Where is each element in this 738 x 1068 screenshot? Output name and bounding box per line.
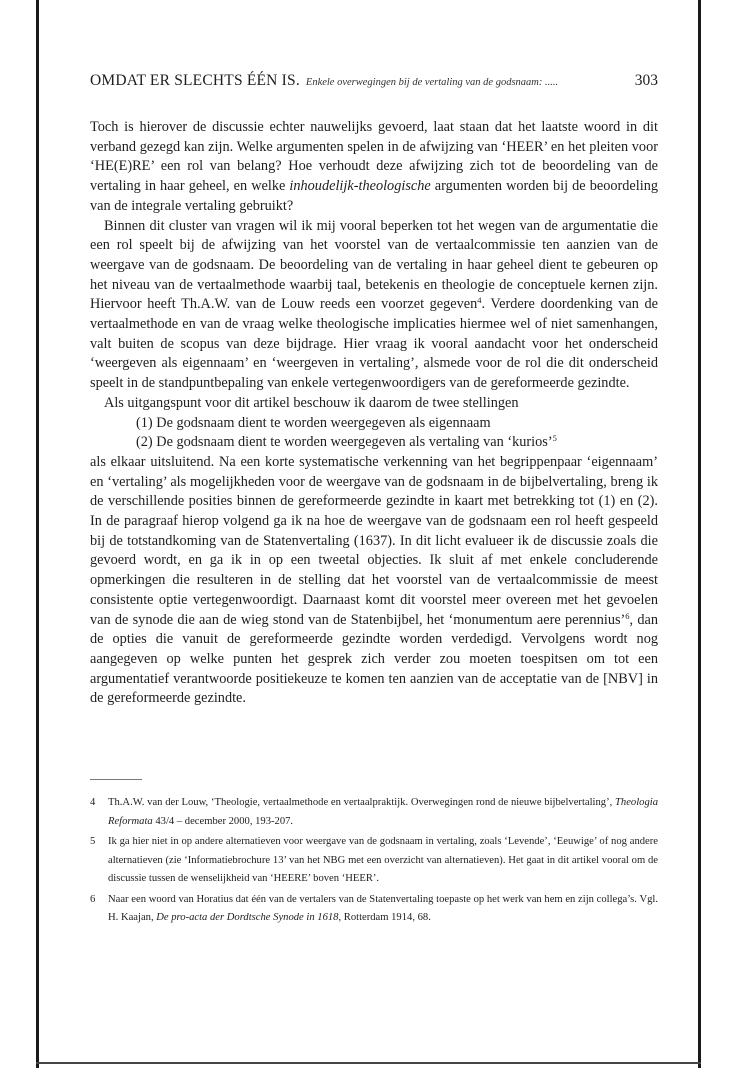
footnote-ref-5[interactable]: 5: [552, 433, 557, 444]
paragraph-1-italic: inhoudelijk-theologische: [289, 178, 431, 195]
footnote-number: 5: [90, 836, 96, 848]
paragraph-1-text-b: argumenten worden bij de beoordeling van de integrale vertaling gebruikt?: [90, 178, 658, 214]
page: [90, 72, 658, 930]
paragraph-1-text-a: Toch is hierover de discussie echter nauwelijks gevoerd, laat staan dat het laatste woord in dit verband gezegd kan zijn. Welke argumenten spelen in de afwijzing van ‘HEER’ en het pleiten voor ‘HE(E)RE’ een rol van belang? Hoe verhoudt deze afwijzing zich tot de beoordeling van de vertaling in haar geheel, en welke: [90, 119, 658, 195]
body-text: [90, 118, 658, 709]
thesis-2: [90, 433, 658, 453]
running-head-subtitle: Enkele overwegingen bij de vertaling van de godsnaam: .....: [305, 77, 559, 88]
footnote-6-text-b: , Rotterdam 1914, 68.: [338, 912, 431, 924]
paragraph-3: Als uitgangspunt voor dit artikel beschouw ik daarom de twee stellingen: [104, 394, 519, 411]
page-edge-bottom: [36, 1062, 701, 1064]
footnote-4-italic: Theologia Reformata: [108, 797, 658, 827]
footnote-number: 6: [90, 893, 96, 905]
footnote-4: [90, 794, 658, 831]
paragraph-4-text-a: als elkaar uitsluitend. Na een korte systematische verkenning van het begrippenpaar ‘eigennaam’ en ‘vertaling’ als mogelijkheden voor de weergave van de godsnaam in de bijbelvertaling, breng ik de verschillende posities binnen de gereformeerde gezindte in kaart met betrekking tot (1) en (2). In de paragraaf hierop volgend ga ik na hoe de weergave van de godsnaam een rol heeft gespeeld bij de totstandkoming van de Statenvertaling (1637). In dit licht evalueer ik de discussie zoals die gevoerd wordt, en ga ik in op een tweetal objecties. Ik sluit af met enkele concluderende opmerkingen die resulteren in de stelling dat het voorstel van de vertaalcommissie de meest consistente optie vertegenwoordigt. Daarnaast komt dit voorstel meer overeen met het gevoelen van de synode die aan de wieg stond van de Statenbijbel, het ‘monumentum aere perennius’: [90, 453, 658, 628]
footnote-text: [108, 833, 658, 889]
paragraph-1: [90, 118, 658, 217]
footnote-4-text-b: 43/4 – december 2000, 193-207.: [152, 815, 294, 827]
page-edge-right: [698, 0, 701, 1068]
paragraph-2-text-a: Binnen dit cluster van vragen wil ik mij vooral beperken tot het wegen van de argumentatie die een rol speelt bij de afwijzing van het voorstel van de vertaalcommissie ten aanzien van de weergave van de godsnaam. De beoordeling van de vertaling in haar geheel dient te gebeuren op het niveau van de vertaalmethode waarbij taal, betekenis en theologie de conceptuele kernen zijn. Hiervoor heeft Th.A.W. van de Louw reeds een voorzet gegeven: [90, 217, 658, 313]
paragraph-4-text-b: , dan de opties die vanuit de gereformeerde gezindte worden verdedigd. Vervolgens wordt nog aangegeven op welke punten het gesprek zich verder zou moeten toespitsen om tot een argumentatief verantwoorde positiekeuze te komen ten aanzien van de acceptatie van de [NBV] in de gereformeerde gezindte.: [90, 611, 658, 707]
paragraph-2: [90, 217, 658, 394]
footnote-ref-4[interactable]: 4: [477, 295, 482, 306]
running-head-title: OMDAT ER SLECHTS ÉÉN IS.: [90, 72, 300, 89]
footnote-text: [108, 891, 658, 928]
paragraph-4: [90, 453, 658, 709]
footnote-5-text: Ik ga hier niet in op andere alternatieven voor weergave van de godsnaam in vertaling, zoals ‘Levende’, ‘Eeuwige’ of nog andere alternatieven (zie ‘Informatiebrochure 13’ van het NBG met een overzicht van alternatieven). Het gaat in dit artikel vooral om de discussie tussen de wenselijkheid van ‘HEERE’ boven ‘HEER’.: [108, 836, 658, 885]
footnote-text: [108, 794, 658, 831]
running-head: [90, 72, 658, 90]
footnote-6-italic: De pro-acta der Dordtsche Synode in 1618: [156, 912, 339, 924]
footnote-6-text-a: Naar een woord van Horatius dat één van de vertalers van de Statenvertaling toepaste op het werk van hem en zijn collega’s. Vgl. H. Kaajan,: [108, 893, 658, 924]
footnote-6: [90, 891, 658, 928]
thesis-2-text: (2) De godsnaam dient te worden weergegeven als vertaling van ‘kurios’: [136, 434, 553, 451]
footnote-ref-6[interactable]: 6: [625, 610, 630, 621]
footnotes: [90, 794, 658, 928]
page-edge-left: [36, 0, 39, 1068]
thesis-1: (1) De godsnaam dient te worden weergegeven als eigennaam: [136, 414, 491, 431]
footnote-number: 4: [90, 797, 96, 809]
footnote-4-text-a: Th.A.W. van der Louw, ‘Theologie, vertaalmethode en vertaalpraktijk. Overwegingen rond de nieuwe bijbelvertaling’,: [108, 797, 616, 809]
paragraph-2-text-b: . Verdere doordenking van de vertaalmethode en van de vraag welke theologische implicaties hiermee wel of niet samenhangen, valt buiten de scopus van deze bijdrage. Hier vraag ik vooral aandacht voor het onderscheid ‘weergeven als eigennaam’ en ‘weergeven in vertaling’, alsmede voor de rol die dit onderscheid speelt in de standpuntbepaling van enkele vertegenwoordigers van de gereformeerde gezindte.: [90, 296, 659, 392]
footnote-separator: [90, 779, 142, 780]
page-number: 303: [634, 72, 658, 89]
footnote-5: [90, 833, 658, 889]
